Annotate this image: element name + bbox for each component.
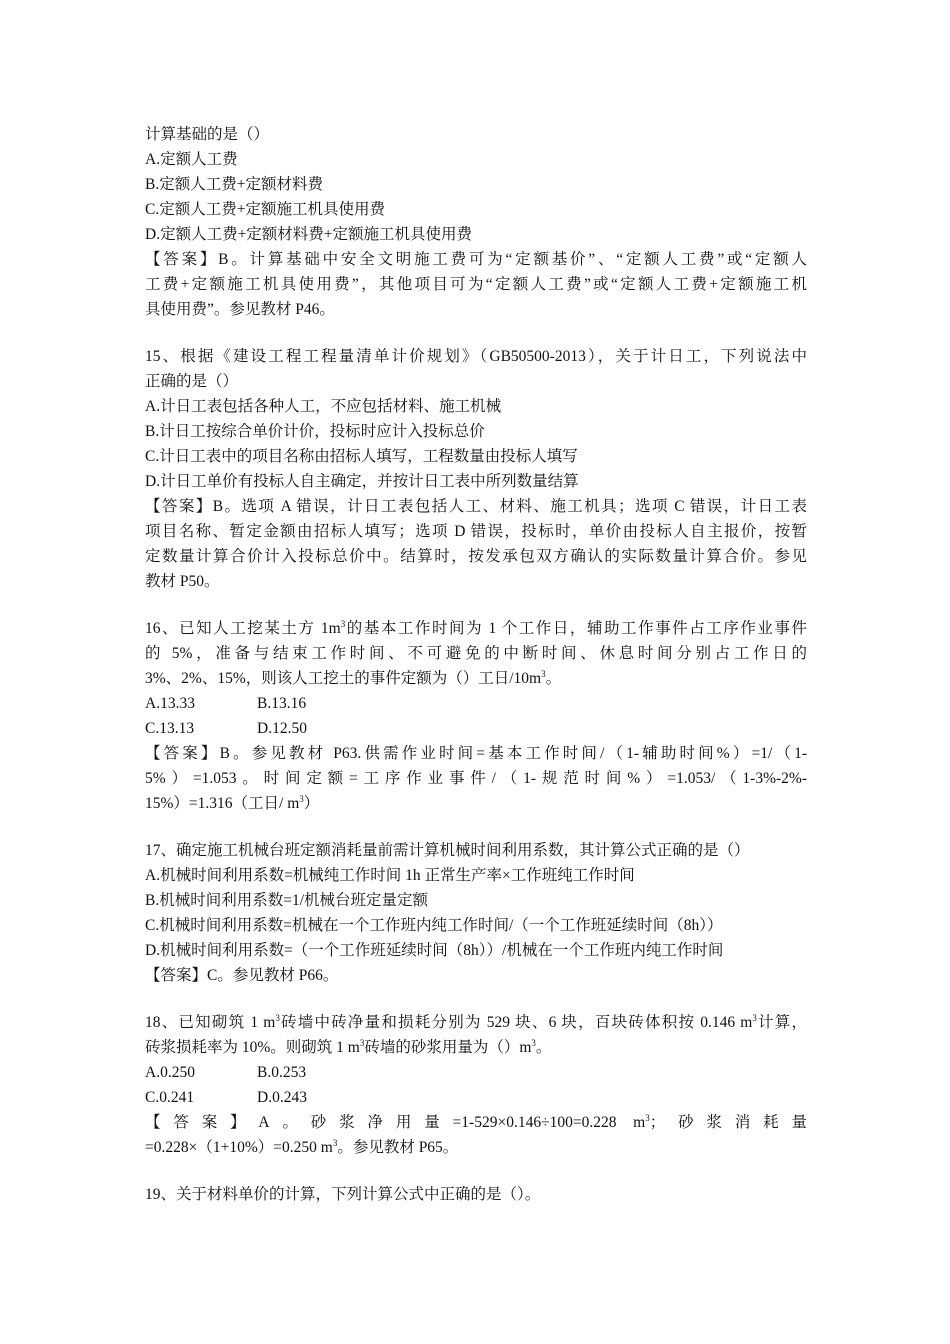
q15-stem-line-1: 15、根据《建设工程工程量清单计价规划》（GB50500-2013），关于计日工，下列说法中 [145, 348, 807, 365]
q18-options-cd [145, 1085, 807, 1110]
q15-option-c: C.计日工表中的项目名称由招标人填写，工程数量由投标人填写 [145, 448, 578, 465]
document-page [145, 122, 807, 1207]
q15-answer-line-4: 教材 P50。 [145, 573, 220, 590]
q16-options-ab [145, 691, 807, 716]
q18-option-c: C.0.241 [145, 1089, 195, 1106]
q14-answer-line-3: 具使用费”。参见教材 P46。 [145, 301, 335, 318]
q18-stem-line-1: 18、已知砌筑 1 $m^3$砖墙中砖净量和损耗分别为 529 块、6 块，百块砖体积按 0.146 $m^3$计算， [145, 1013, 807, 1031]
q16-option-c: C.13.13 [145, 720, 195, 737]
q18-answer-line-2: =0.228×（1+10%）=0.250 $m^3$。参见教材 P65。 [145, 1138, 459, 1156]
q16-option-a: A.13.33 [145, 695, 195, 712]
q16-answer-line-1: 【答案】B。参见教材 P63.供需作业时间=基本工作时间/（1-辅助时间%）=1/（1- [145, 745, 807, 762]
q18-option-b: B.0.253 [257, 1064, 307, 1081]
q16-stem-line-3: 3%、2%、15%，则该人工挖土的事件定额为（）工日$/10m^3$。 [145, 669, 562, 687]
q18-options-ab [145, 1060, 807, 1085]
q17-option-b: B.机械时间利用系数=1/机械台班定量定额 [145, 892, 429, 909]
q15-option-a: A.计日工表包括各种人工，不应包括材料、施工机械 [145, 398, 502, 415]
q18-answer-line-1: 【答案】A。砂浆净用量=1-529×0.146÷100=0.228 $m^3$；砂浆消耗量 [145, 1113, 807, 1131]
q16-stem-line-2: 的 5%，准备与结束工作时间、不可避免的中断时间、休息时间分别占工作日的 [145, 645, 807, 662]
q16-answer-line-3: 15%）=1.316（工日/ $m^3$） [145, 794, 320, 812]
q16-option-d: D.12.50 [257, 720, 307, 737]
q16-options-cd [145, 716, 807, 741]
q15-option-b: B.计日工按综合单价计价，投标时应计入投标总价 [145, 423, 485, 440]
q15-answer-line-1: 【答案】B。选项 A 错误，计日工表包括人工、材料、施工机具；选项 C 错误，计日工表 [145, 498, 807, 515]
q14-option-a: A.定额人工费 [145, 151, 238, 168]
q14-option-b: B.定额人工费+定额材料费 [145, 176, 323, 193]
q14-answer-line-1: 【答案】B。计算基础中安全文明施工费可为“定额基价”、“定额人工费”或“定额人 [145, 251, 807, 268]
q16-stem-line-1: 16、已知人工挖某土方 $1m^3$的基本工作时间为 1 个工作日，辅助工作事件占工序作业事件 [145, 619, 807, 637]
q14-option-d: D.定额人工费+定额材料费+定额施工机具使用费 [145, 226, 473, 243]
q15-option-d: D.计日工单价有投标人自主确定，并按计日工表中所列数量结算 [145, 473, 579, 490]
q15-answer-line-3: 定数量计算合价计入投标总价中。结算时，按发承包双方确认的实际数量计算合价。参见 [145, 548, 807, 565]
q17-answer: 【答案】C。参见教材 P66。 [145, 967, 339, 984]
q17-option-a: A.机械时间利用系数=机械纯工作时间 1h 正常生产率×工作班纯工作时间 [145, 867, 635, 884]
q17-stem: 17、确定施工机械台班定额消耗量前需计算机械时间利用系数，其计算公式正确的是（） [145, 842, 750, 859]
q18-option-a: A.0.250 [145, 1064, 195, 1081]
q14-option-c: C.定额人工费+定额施工机具使用费 [145, 201, 385, 218]
q15-answer-line-2: 项目名称、暂定金额由招标人填写；选项 D 错误，投标时，单价由投标人自主报价，按暂 [145, 523, 807, 540]
q18-option-d: D.0.243 [257, 1089, 307, 1106]
q17-option-d: D.机械时间利用系数=（一个工作班延续时间（8h））/机械在一个工作班内纯工作时间 [145, 942, 724, 959]
q16-answer-line-2: 5%）=1.053。时间定额=工序作业事件/（1-规范时间%）=1.053/（1-3%-2%- [145, 770, 807, 787]
q15-stem-line-2: 正确的是（） [145, 373, 239, 390]
q16-option-b: B.13.16 [257, 695, 307, 712]
q14-stem: 计算基础的是（） [145, 126, 270, 143]
q14-answer-line-2: 工费+定额施工机具使用费”，其他项目可为“定额人工费”或“定额人工费+定额施工机 [145, 276, 807, 293]
q18-stem-line-2: 砖浆损耗率为 10%。则砌筑 1 $m^3$砖墙的砂浆用量为$()m^3$。 [145, 1038, 552, 1056]
q19-stem: 19、关于材料单价的计算，下列计算公式中正确的是（）。 [145, 1186, 541, 1203]
q17-option-c: C.机械时间利用系数=机械在一个工作班内纯工作时间/（一个工作班延续时间（8h）） [145, 917, 723, 934]
